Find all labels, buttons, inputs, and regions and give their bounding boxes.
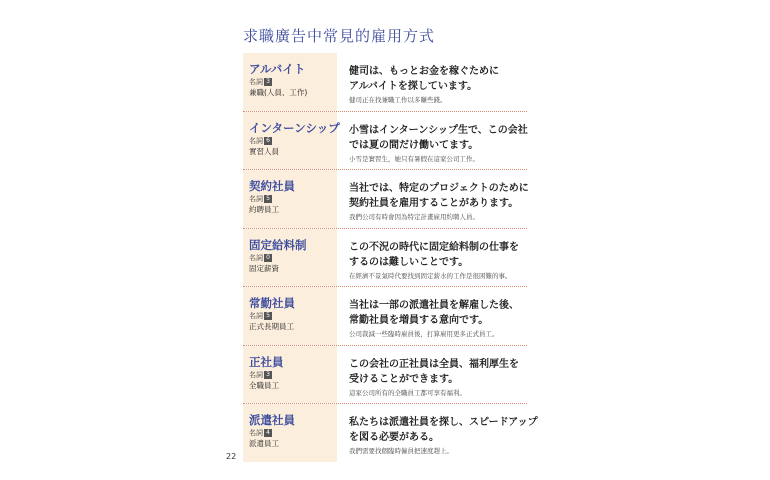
term-meaning: 全職員工 [249,380,279,390]
example-translation: 公司裁減一些臨時雇員後，打算雇用更多正式員工。 [349,330,499,338]
example-cell [349,404,538,462]
page-title: 求職廣告中常見的雇用方式 [243,27,436,45]
term-cell [243,112,340,170]
accent-number: 6 [264,137,272,145]
term-meaning: 派遣員工 [249,439,279,448]
page-number: 22 [226,452,237,461]
example-line-1: 健司は、もっとお金を稼ぐために [349,66,499,77]
term-cell [243,346,337,404]
term-cell [243,287,337,345]
part-of-speech [249,77,272,87]
example-japanese [349,415,538,445]
vocabulary-table [243,53,538,462]
vocab-row [243,404,538,462]
example-cell [349,346,527,404]
term-word: 派遣社員 [249,413,295,427]
example-cell [349,287,527,345]
accent-number: 4 [264,429,272,437]
term-meaning: 實習人員 [249,146,279,156]
example-japanese [349,181,529,211]
term-word: 固定給料制 [249,237,307,252]
accent-number: 5 [264,312,272,320]
example-line-1: 当社では、特定のプロジェクトのために [349,183,529,194]
example-line-2: 契約社員を雇用することがあります。 [349,198,519,209]
example-translation: 這家公司所有的全職員工都可享有福利。 [349,388,466,397]
vocab-row [243,170,527,229]
example-japanese [349,123,528,153]
term-word: アルバイト [249,62,306,76]
term-meaning: 約聘員工 [249,205,279,214]
example-cell [349,229,527,287]
vocab-row [243,112,527,171]
pos-label: 名詞 [249,78,263,86]
pos-label: 名詞 [249,370,263,379]
example-japanese [349,357,519,387]
pos-label: 名詞 [249,429,263,437]
term-meaning: 兼職(人員、工作) [249,88,308,97]
term-cell [243,170,337,228]
example-line-1: 私たちは派遣社員を探し、スピードアップ [349,417,538,428]
part-of-speech [249,194,272,204]
example-cell [349,112,527,170]
pos-label: 名詞 [249,136,263,145]
example-line-2: では夏の間だけ働いてます。 [349,139,479,151]
example-line-1: 当社は一部の派遣社員を解雇した後、 [349,300,519,311]
term-cell [243,53,337,111]
accent-number: 5 [264,195,272,203]
example-line-2: 受けることができます。 [349,373,459,385]
term-word: 常勤社員 [249,296,295,310]
part-of-speech [249,370,272,380]
accent-number: 3 [264,78,272,86]
term-word: 正社員 [249,354,284,369]
example-cell [349,170,527,228]
part-of-speech [249,428,272,438]
example-line-2: アルバイトを探しています。 [349,81,478,92]
term-meaning: 正式長期員工 [249,322,294,331]
part-of-speech [249,253,272,263]
vocab-row [243,287,527,346]
example-line-1: この不況の時代に固定給料制の仕事を [349,241,519,253]
vocab-row [243,229,527,288]
pos-label: 名詞 [249,312,263,320]
example-translation: 我們需要找個臨時僱員把速度趕上。 [349,447,453,455]
part-of-speech [249,136,272,146]
example-translation: 我們公司有時會因為特定計畫雇用約聘人員。 [349,213,479,221]
example-cell [349,53,527,111]
vocab-row [243,53,527,112]
vocab-row [243,346,527,405]
example-translation: 健司正在找兼職工作以多賺些錢。 [349,96,447,104]
accent-number: 3 [264,371,272,379]
example-japanese [349,298,519,328]
example-line-1: 小雪はインターンシップ生で、この会社 [349,124,528,136]
example-translation: 在經濟不景氣時代要找到固定薪水的工作是很困難的事。 [349,271,512,280]
example-japanese [349,240,519,270]
term-meaning: 固定薪資 [249,263,279,273]
example-translation: 小雪是實習生，她只有暑假在這家公司工作。 [349,154,479,163]
term-word: インターンシップ [249,120,340,135]
pos-label: 名詞 [249,253,263,262]
term-cell [243,404,337,462]
term-cell [243,229,337,287]
accent-number: 0 [264,254,272,262]
example-line-1: この会社の正社員は全員、福利厚生を [349,358,519,370]
part-of-speech [249,311,272,321]
pos-label: 名詞 [249,195,263,203]
example-line-2: を図る必要がある。 [349,432,439,443]
example-line-2: 常勤社員を増員する意向です。 [349,315,489,326]
example-japanese [349,64,499,94]
example-line-2: するのは難しいことです。 [349,256,469,268]
term-word: 契約社員 [249,179,295,193]
